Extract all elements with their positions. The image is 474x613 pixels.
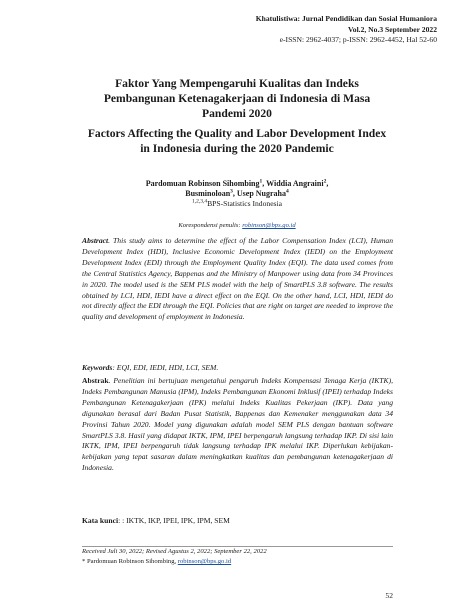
corresponding-author-footnote: [82, 558, 231, 565]
title-id-line: Faktor Yang Mempengaruhi Kualitas dan Indeks: [115, 77, 359, 90]
journal-issn: e-ISSN: 2962-4037; p-ISSN: 2962-4452, Hal 52-60: [279, 35, 437, 44]
author-name: Busminoloan: [185, 189, 231, 198]
abstract-en-lead: Abstract: [82, 236, 109, 245]
affiliation-text: BPS-Statistics Indonesia: [207, 199, 282, 208]
footnote-divider: [82, 546, 393, 547]
page-number: 52: [385, 591, 393, 600]
affiliation: [80, 199, 394, 209]
journal-header: [256, 14, 437, 46]
correspondence: [80, 222, 394, 229]
title-english: [60, 126, 414, 156]
author-names-line-1: Pardomuan Robinson Sihombing$^1$, Widdia Angraini$^2$,: [145, 178, 329, 188]
keywords-en-lead: Keywords: [82, 363, 113, 372]
received-dates: Received Juli 30, 2022; Revised Agustus 2, 2022; September 22, 2022: [82, 548, 267, 555]
title-en-line: Factors Affecting the Quality and Labor Development Index: [87, 127, 387, 140]
keywords-en-text: : EQI, EDI, IEDI, HDI, LCI, SEM.: [112, 363, 219, 372]
abstract-english: [82, 236, 393, 323]
correspondence-label: Korespondensi penulis:: [178, 222, 243, 229]
author-sup: 1: [259, 178, 263, 185]
journal-name: Khatulistiwa: Jurnal Pendidikan dan Sosial Humaniora: [255, 14, 437, 23]
author-block: [80, 179, 394, 209]
keywords-id-text: : : IKTK, IKP, IPEI, IPK, IPM, SEM: [118, 516, 230, 525]
abstract-indonesian: [82, 376, 393, 474]
abstract-en-text: . This study aims to determine the effect of the Labor Compensation Index (LCI), Human Development Index (HDI), Inclusive Economic Development Index (IEDI) on the Employment Development Index (EDI) through the Employment Quality Index (EQI). The data used comes from the Central Statistics Agency, Bappenas and the Ministry of Manpower using data from 34 Provinces in 2020. The model used is the SEM PLS model with the help of SmartPLS 3.8 software. The results obtained by LCI, HDI, IEDI have a direct effect on the EQI. On the other hand, LCI, HDI, IEDI do not directly affect the EDI through the EQI. Policies that are right on target are needed to improve the quality and development of employment in Indonesia.: [82, 236, 393, 322]
title-en-line: in Indonesia during the 2020 Pandemic: [140, 142, 334, 155]
footnote-prefix: * Pardomuan Robinson Sihombing,: [82, 558, 178, 565]
author-names-line-2: Busminoloan$^3$, Usep Nugraha$^4$: [185, 188, 289, 198]
author-name: Pardomuan Robinson Sihombing: [145, 179, 260, 188]
author-sup: 2: [323, 178, 327, 185]
title-id-line: Pandemi 2020: [202, 107, 272, 120]
footnote-email-link[interactable]: robinson@bps.go.id: [177, 558, 232, 565]
title-id-line: Pembangunan Ketenagakerjaan di Indonesia di Masa: [103, 92, 371, 105]
author-name: Widdia Angraini: [266, 179, 324, 188]
keywords-id-lead: Kata kunci: [82, 516, 119, 525]
title-indonesian: [60, 76, 414, 121]
affiliation-sup: 1,2,3,4: [191, 198, 208, 205]
author-sup: 3: [230, 188, 233, 195]
abstract-id-lead: Abstrak: [82, 376, 109, 385]
correspondence-email-link[interactable]: robinson@bps.go.id: [242, 222, 296, 229]
keywords-indonesian: [82, 516, 230, 525]
abstract-id-text: . Penelitian ini bertujuan mengetahui pengaruh Indeks Kompensasi Tenaga Kerja (IKTK), Indeks Pembangunan Manusia (IPM), Indeks Pembangunan Ekonomi Inklusif (IPEI) terhadap Indeks Pembangunan Ketenagakerjaan (IPK) melalui Indeks Kualitas Pekerjaan (IKP). Data yang digunakan berasal dari Badan Pusat Statistik, Bappenas dan Kemenaker menggunakan data 34 Provinsi Tahun 2020. Model yang digunakan adalah model SEM PLS dengan bantuan software SmartPLS 3.8. Hasil yang didapat IKTK, IPM, IPEI berpengaruh langsung terhadap IKP. Di sisi lain IKTK, IPM, IPEI berpengaruh tidak langsung terhadap IPK melalui IKP. Diperlukan kebijakan-kebijakan yang tepat sasaran dalam meningkatkan kualitas dan pembangunan ketenagakerjaan di Indonesia.: [82, 376, 393, 473]
journal-volume: Vol.2, No.3 September 2022: [347, 24, 437, 34]
author-name: Usep Nugraha: [236, 189, 287, 198]
keywords-english: [82, 363, 218, 372]
author-sup: 4: [286, 188, 289, 195]
